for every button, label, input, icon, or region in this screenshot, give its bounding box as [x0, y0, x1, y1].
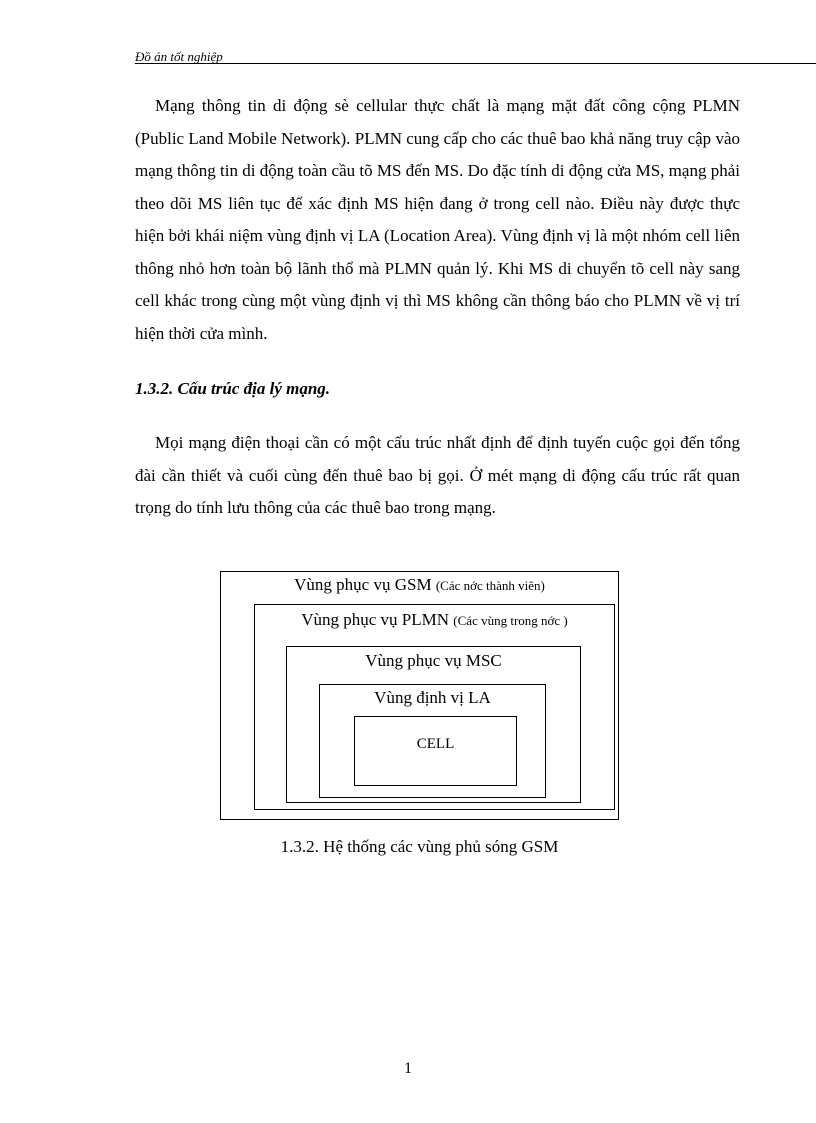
- gsm-area-title: Vùng phục vụ GSM: [294, 575, 432, 594]
- body-paragraph-2: Mọi mạng điện thoại cần có một cấu trúc nhất định để định tuyến cuộc gọi đến tổng đài cần thiết và cuối cùng đến thuê bao bị gọi. Ở mét mạng di động cấu trúc rất quan trọng do tính lưu thông của các thuê bao trong mạng.: [135, 433, 740, 517]
- plmn-area-label: [254, 610, 615, 630]
- msc-area-label: Vùng phục vụ MSC: [365, 651, 502, 670]
- plmn-area-note: (Các vùng trong nớc ): [453, 613, 568, 628]
- header-divider: [135, 63, 816, 64]
- gsm-area-label: [220, 575, 619, 595]
- body-paragraph-1: Mạng thông tin di động sè cellular thực chất là mạng mặt đất công cộng PLMN (Public Land Mobile Network). PLMN cung cấp cho các thuê bao khả năng truy cập vào mạng thông tin di động toàn cầu tõ MS đến MS. Do đặc tính di động cửa MS, mạng phải theo dõi MS liên tục để xác định MS hiện đang ở trong cell nào. Điều này được thực hiện bởi khái niệm vùng định vị LA (Location Area). Vùng định vị là một nhóm cell liên thông nhỏ hơn toàn bộ lãnh thổ mà PLMN quản lý. Khi MS di chuyển tõ cell này sang cell khác trong cùng một vùng định vị thì MS không cần thông báo cho PLMN về vị trí hiện thời cửa mình.: [135, 96, 740, 343]
- page-header-title: Đồ án tốt nghiệp: [135, 49, 223, 64]
- page-number: 1: [404, 1060, 412, 1077]
- location-area-label: Vùng định vị LA: [374, 688, 491, 707]
- figure-caption: 1.3.2. Hệ thống các vùng phủ sóng GSM: [280, 837, 559, 856]
- plmn-area-title: Vùng phục vụ PLMN: [301, 610, 450, 629]
- section-heading: 1.3.2. Cấu trúc địa lý mạng.: [135, 379, 331, 398]
- cell-label: CELL: [416, 736, 455, 752]
- gsm-area-note: (Các nớc thành viên): [435, 578, 545, 593]
